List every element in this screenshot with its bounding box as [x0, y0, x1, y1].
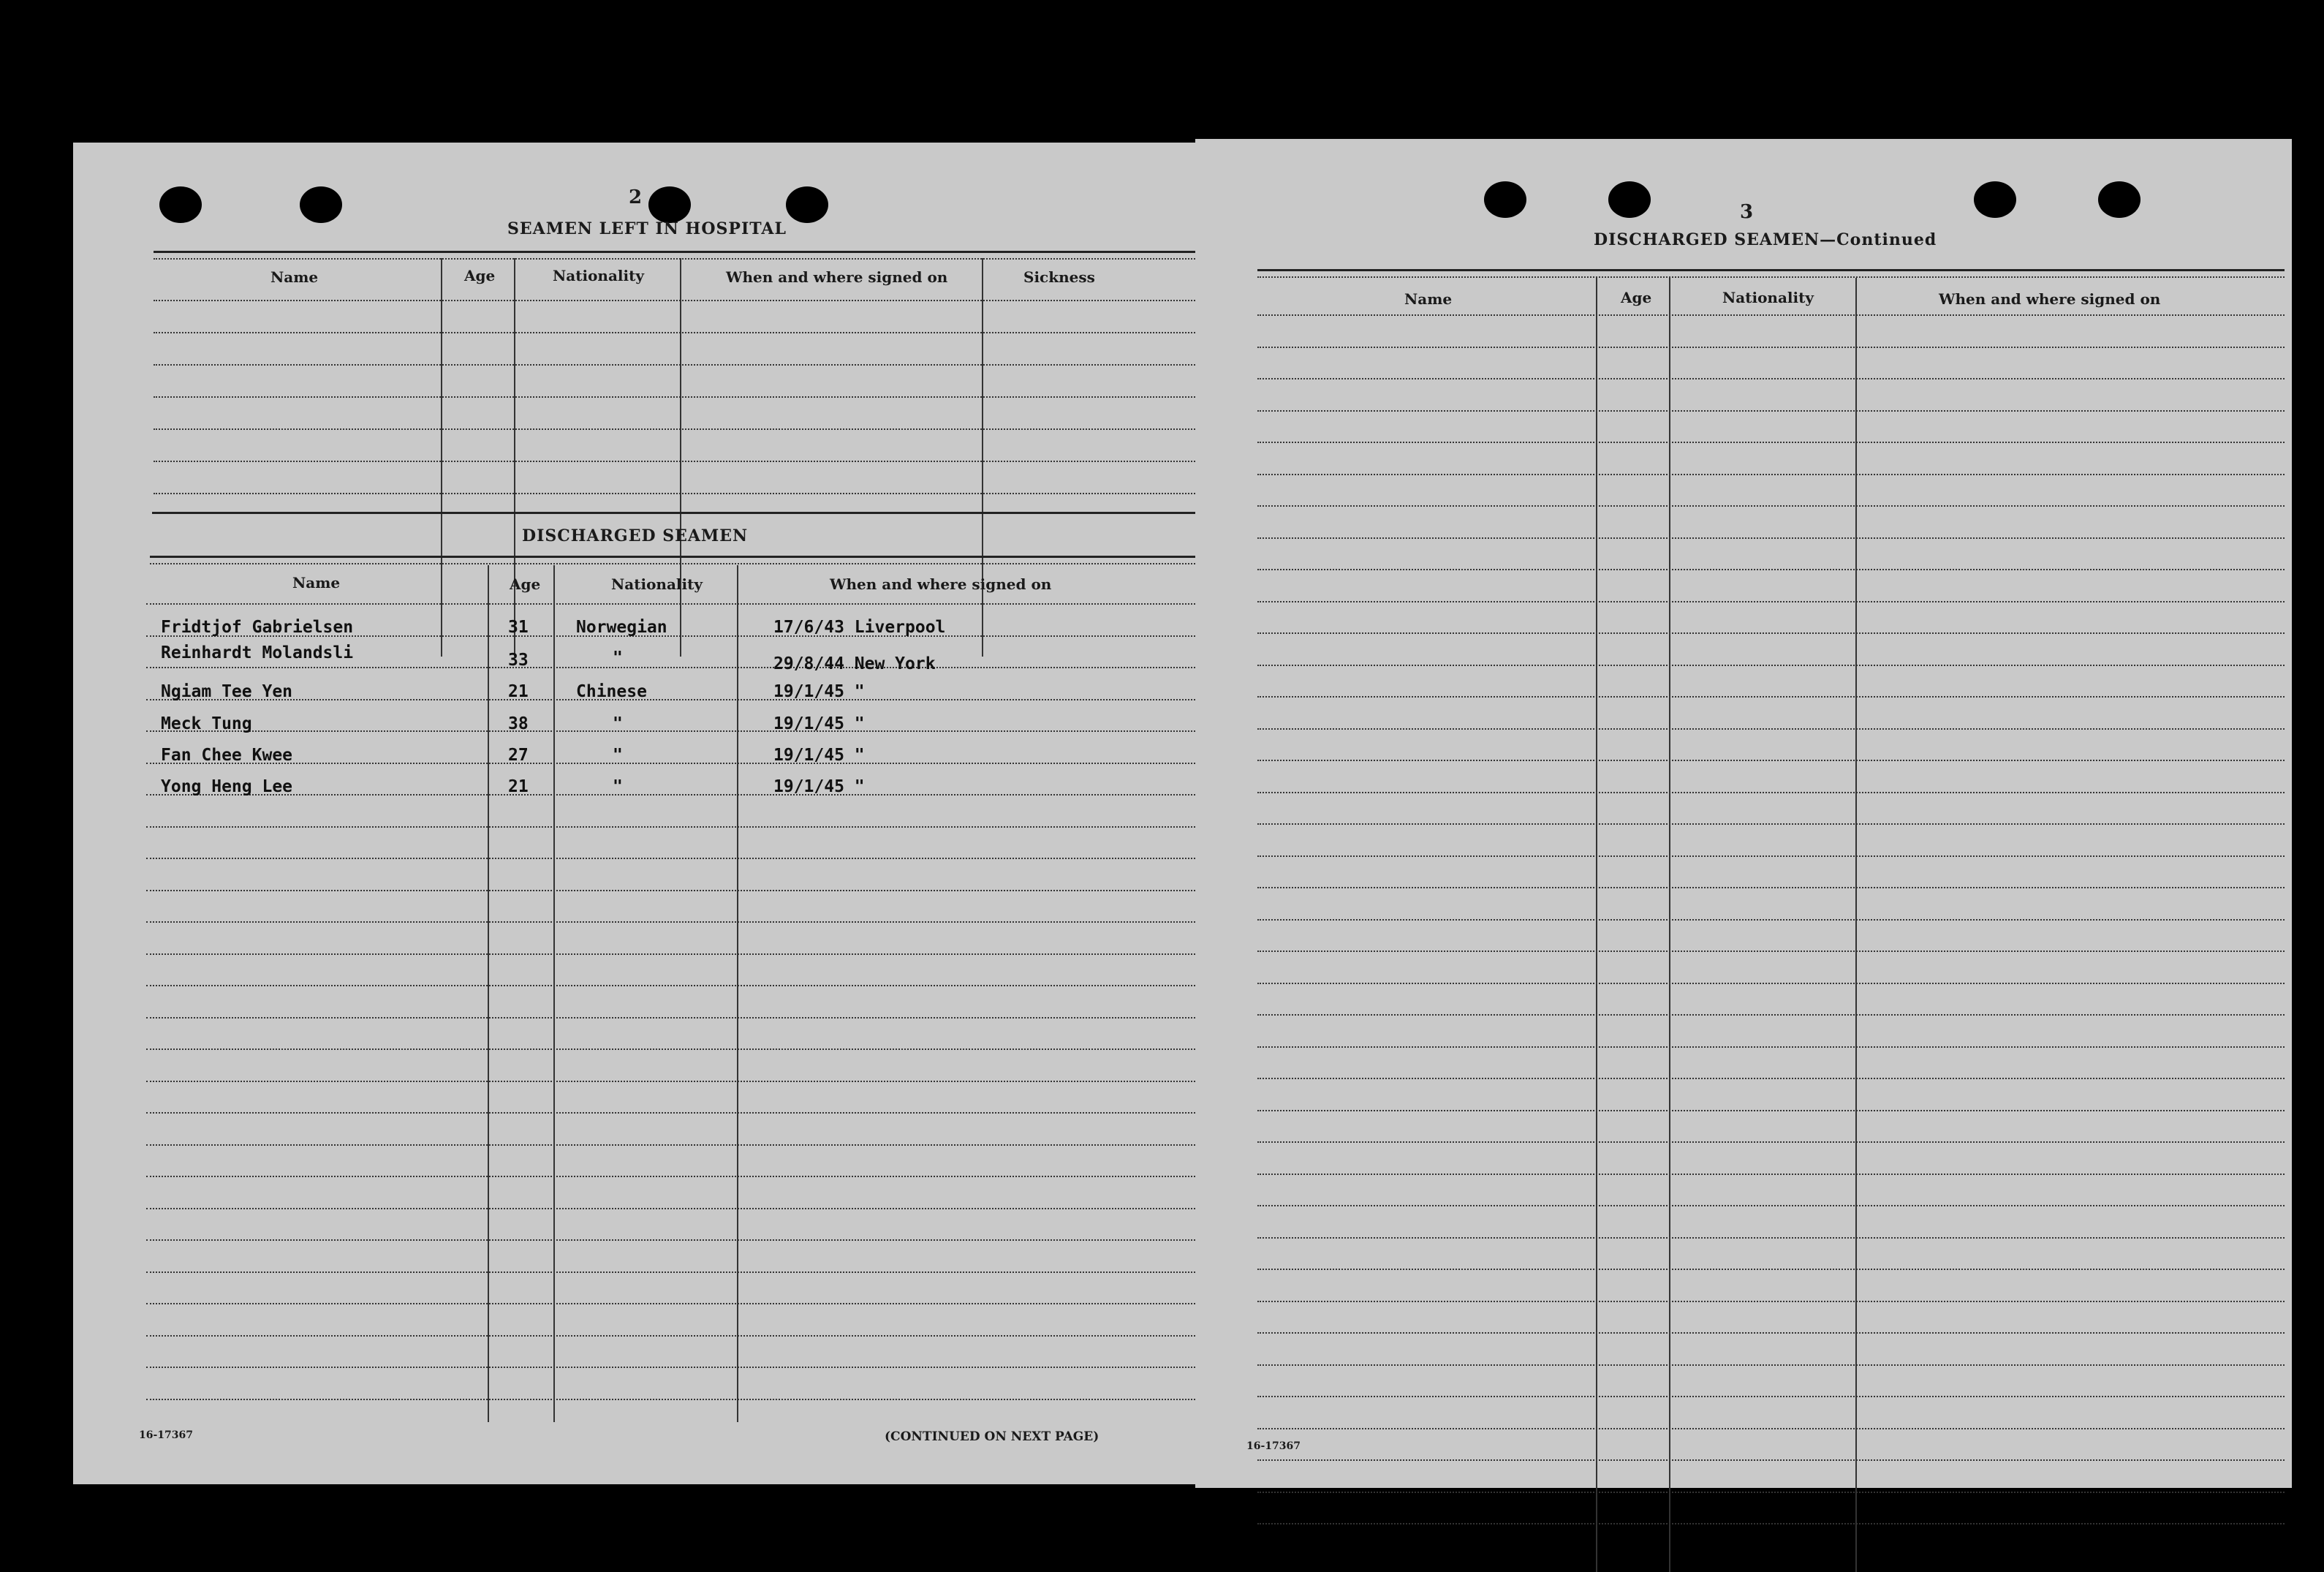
column-header-age: Age — [464, 267, 496, 284]
ledger-line — [1257, 1332, 2285, 1334]
ledger-line — [146, 921, 1195, 923]
seaman-age: 38 — [508, 714, 529, 733]
continued-note: (CONTINUED ON NEXT PAGE) — [885, 1429, 1099, 1444]
ledger-line — [1257, 665, 2285, 666]
seaman-nationality: " — [613, 777, 623, 796]
table-top-rule — [154, 251, 1195, 253]
ledger-line — [1257, 410, 2285, 412]
table-top-rule — [1257, 269, 2285, 271]
punch-hole — [648, 186, 691, 223]
seaman-name: Reinhardt Molandsli — [161, 643, 354, 662]
ledger-line — [1257, 951, 2285, 952]
column-header-nationality: Nationality — [611, 575, 703, 593]
ledger-line — [146, 1271, 1195, 1273]
ledger-line — [146, 1176, 1195, 1177]
seaman-nationality: Chinese — [576, 682, 647, 701]
ledger-line — [146, 699, 1195, 700]
ledger-line — [154, 461, 1195, 462]
ledger-line — [1257, 601, 2285, 602]
ledger-line — [1257, 474, 2285, 475]
ledger-line — [1257, 442, 2285, 443]
ledger-line — [1257, 632, 2285, 634]
seaman-name: Ngiam Tee Yen — [161, 682, 293, 701]
column-header-nationality: Nationality — [1722, 289, 1814, 306]
seaman-signed-on: 19/1/45 " — [773, 682, 865, 701]
table-top-rule — [1257, 276, 2285, 278]
left-page — [73, 143, 1195, 1484]
seaman-age: 21 — [508, 682, 529, 701]
ledger-line — [154, 364, 1195, 366]
ledger-line — [146, 1017, 1195, 1019]
seaman-age: 27 — [508, 746, 529, 765]
hospital-section-title: SEAMEN LEFT IN HOSPITAL — [507, 219, 787, 238]
ledger-line — [146, 1239, 1195, 1241]
ledger-line — [1257, 1078, 2285, 1079]
ledger-line — [1257, 823, 2285, 825]
ledger-line — [146, 730, 1195, 732]
ledger-line — [154, 396, 1195, 398]
ledger-line — [1257, 1492, 2285, 1493]
seaman-signed-on: 29/8/44 New York — [773, 654, 936, 673]
form-number: 16-17367 — [139, 1429, 193, 1441]
column-divider — [441, 258, 442, 657]
ledger-line — [1257, 1205, 2285, 1206]
table-top-rule — [154, 258, 1195, 260]
ledger-line — [1257, 792, 2285, 793]
column-header-signed-on: When and where signed on — [830, 575, 1052, 593]
ledger-line — [1257, 1459, 2285, 1461]
ledger-line — [1257, 1174, 2285, 1175]
ledger-line — [1257, 378, 2285, 379]
ledger-line — [146, 985, 1195, 986]
column-header-nationality: Nationality — [553, 267, 644, 284]
seaman-nationality: " — [613, 714, 623, 733]
seaman-name: Meck Tung — [161, 714, 252, 733]
ledger-line — [1257, 696, 2285, 698]
ledger-line — [1257, 1428, 2285, 1429]
page-number: 2 — [629, 186, 643, 208]
column-divider — [680, 258, 681, 657]
column-divider — [514, 258, 515, 657]
ledger-line — [1257, 1237, 2285, 1239]
ledger-line — [1257, 314, 2285, 316]
punch-hole — [300, 186, 342, 223]
seaman-signed-on: 19/1/45 " — [773, 714, 865, 733]
ledger-line — [1257, 1364, 2285, 1366]
ledger-line — [146, 953, 1195, 955]
seaman-signed-on: 17/6/43 Liverpool — [773, 618, 946, 637]
column-header-name: Name — [270, 268, 319, 286]
ledger-line — [1257, 919, 2285, 921]
discharged-section-title: DISCHARGED SEAMEN — [522, 526, 749, 545]
punch-hole — [2098, 181, 2141, 218]
seaman-age: 31 — [508, 618, 529, 637]
column-header-signed-on: When and where signed on — [726, 268, 948, 286]
ledger-line — [1257, 728, 2285, 730]
column-divider — [982, 258, 983, 657]
column-header-age: Age — [510, 575, 541, 593]
seaman-nationality: Norwegian — [576, 618, 667, 637]
ledger-line — [146, 1399, 1195, 1400]
ledger-line — [146, 763, 1195, 764]
form-number: 16-17367 — [1246, 1440, 1301, 1452]
column-divider — [1669, 278, 1670, 1572]
table-bottom-rule — [152, 512, 1195, 514]
column-header-name: Name — [292, 574, 341, 592]
ledger-line — [154, 493, 1195, 494]
column-header-sickness: Sickness — [1023, 268, 1095, 286]
page-number: 3 — [1740, 201, 1754, 223]
ledger-line — [154, 332, 1195, 333]
ledger-line — [154, 428, 1195, 430]
seaman-name: Fridtjof Gabrielsen — [161, 618, 354, 637]
column-divider — [488, 565, 489, 1422]
ledger-line — [1257, 1301, 2285, 1302]
ledger-line — [1257, 760, 2285, 761]
ledger-line — [146, 1208, 1195, 1209]
column-header-name: Name — [1404, 290, 1453, 308]
seaman-name: Yong Heng Lee — [161, 777, 293, 796]
ledger-line — [1257, 505, 2285, 507]
ledger-line — [146, 1367, 1195, 1368]
ledger-line — [146, 1081, 1195, 1082]
column-divider — [1855, 278, 1857, 1572]
column-header-signed-on: When and where signed on — [1939, 290, 2161, 308]
column-header-age: Age — [1621, 289, 1652, 306]
seaman-nationality: " — [613, 649, 623, 668]
ledger-line — [1257, 983, 2285, 984]
ledger-line — [1257, 1141, 2285, 1143]
ledger-line — [146, 1112, 1195, 1114]
ledger-line — [1257, 1269, 2285, 1270]
column-divider — [1596, 278, 1597, 1572]
punch-hole — [1484, 181, 1526, 218]
ledger-line — [146, 603, 1195, 605]
table-top-rule — [150, 563, 1195, 564]
ledger-line — [1257, 347, 2285, 348]
column-divider — [553, 565, 555, 1422]
ledger-line — [146, 794, 1195, 796]
seaman-name: Fan Chee Kwee — [161, 746, 293, 765]
punch-hole — [1608, 181, 1651, 218]
ledger-line — [146, 826, 1195, 828]
seaman-signed-on: 19/1/45 " — [773, 746, 865, 765]
right-page — [1195, 139, 2292, 1488]
ledger-line — [1257, 887, 2285, 888]
ledger-line — [146, 1144, 1195, 1146]
table-top-rule — [150, 556, 1195, 558]
ledger-line — [146, 667, 1195, 668]
ledger-line — [146, 858, 1195, 859]
seaman-age: 21 — [508, 777, 529, 796]
punch-hole — [1974, 181, 2016, 218]
ledger-line — [1257, 855, 2285, 857]
column-divider — [737, 565, 738, 1422]
seaman-age: 33 — [508, 651, 529, 670]
ledger-line — [146, 1048, 1195, 1050]
ledger-line — [1257, 1014, 2285, 1016]
ledger-line — [146, 1303, 1195, 1304]
ledger-line — [1257, 1523, 2285, 1524]
seaman-nationality: " — [613, 746, 623, 765]
ledger-line — [146, 1335, 1195, 1337]
ledger-line — [154, 300, 1195, 301]
ledger-line — [1257, 1396, 2285, 1397]
punch-hole — [786, 186, 828, 223]
section-title: DISCHARGED SEAMEN—Continued — [1594, 230, 1937, 249]
ledger-line — [1257, 1046, 2285, 1048]
seaman-signed-on: 19/1/45 " — [773, 777, 865, 796]
ledger-line — [1257, 1110, 2285, 1111]
ledger-line — [1257, 569, 2285, 570]
punch-hole — [159, 186, 202, 223]
ledger-line — [146, 890, 1195, 891]
ledger-line — [1257, 537, 2285, 539]
